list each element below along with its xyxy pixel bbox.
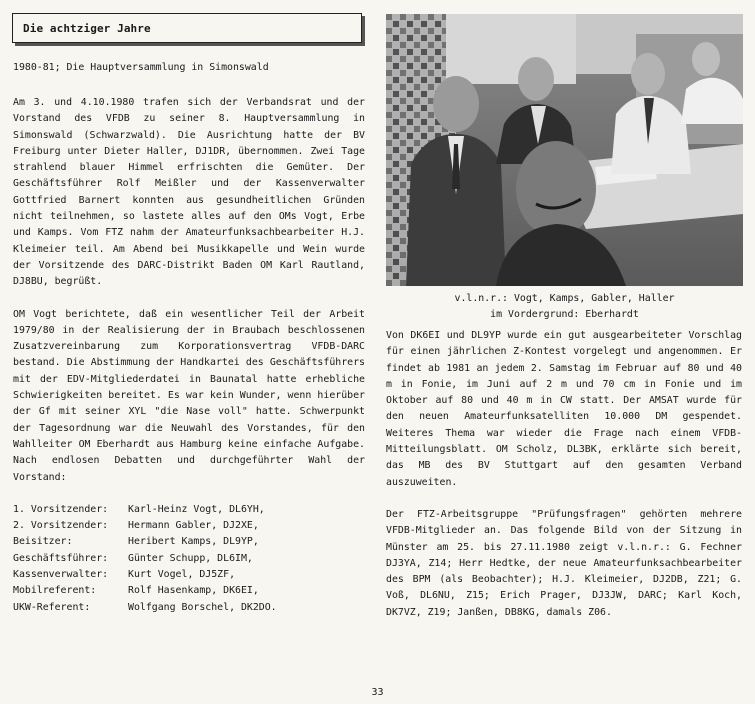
- officer-row: [13, 518, 365, 534]
- right-paragraph-1: Von DK6EI und DL9YP wurde ein gut ausgearbeiteter Vorschlag für einen jährlichen Z-Kontest vorgelegt und angenommen. Er findet ab 1981 an jedem 2. Samstag im Februar auf 80 und 40 m in Fonie, im Juni auf 2 m und 70 cm in Fonie und im Oktober auf 80 und 40 m in CW statt. Der AMSAT wurde für den neuen Amateurfunksatelliten 10.000 DM gespendet. Weiteres Thema war wieder die Frage nach einem VFDB-Mitteilungsblatt. OM Scholz, DL3BK, erklärte sich bereit, das MB des BV Stuttgart auf den gesamten Verband auszuweiten.: [386, 330, 742, 488]
- officer-name: Wolfgang Borschel, DK2DO.: [128, 601, 277, 613]
- photo-caption-line-2: im Vordergrund: Eberhardt: [490, 309, 639, 320]
- officer-row: [13, 567, 365, 583]
- officer-name: Rolf Hasenkamp, DK6EI,: [128, 585, 259, 597]
- officer-row: [13, 534, 365, 550]
- right-paragraph-2: Der FTZ-Arbeitsgruppe "Prüfungsfragen" gehörten mehrere VFDB-Mitglieder an. Das folgende Bild von der Sitzung in Münster am 25. bis 27.11.1980 zeigt v.l.n.r.: G. Fechner DJ3YA, Z14; Herr Hedtke, der neue Amateurfunksachbearbeiter des BPM (als Beobachter); H.J. Kleimeier, DJ2DB, Z21; G. Voß, DL6NU, Z15; Erich Prager, DJ3JW, DARC; Karl Koch, DK7VZ, Z19; Janßen, DB8KG, damals Z06.: [386, 508, 742, 618]
- left-paragraph-2: OM Vogt berichtete, daß ein wesentlicher Teil der Arbeit 1979/80 in der Realisierung der in Braubach beschlossenen Zusatzvereinbarung zum Korporationsvertrag VFDB-DARC bestand. Die Abstimmung der Handkartei des Geschäftsführers mit der EDV-Mitgliederdatei in Baunatal hatte erhebliche Schwierigkeiten bereitet. Es war kein Wunder, wenn hierüber der Gf mit seiner XYL "die Nase voll" hatte. Schwerpunkt der Tagesordnung war die Neuwahl des Vorstandes, für den Wahlleiter OM Eberhardt aus Hamburg keine einfache Aufgabe. Nach endlosen Debatten und durchgeführter Wahl der Vorstand:: [13, 308, 365, 483]
- left-paragraph-1: Am 3. und 4.10.1980 trafen sich der Verbandsrat und der Vorstand des VFDB zu seiner 8. Hauptversammlung in Simonswald (Schwarzwald). Die Ausrichtung hatte der BV Freiburg unter Dieter Haller, DJ1DR, übernommen. Zwei Tage strahlend blauer Himmel erfrischten die Gemüter. Der Geschäftsführer Rolf Meißler und der Kassenverwalter Gottfried Barnert konnten aus gesundheitlichen Gründen nicht teilnehmen, so lastete alles auf den OMs Vogt, Erbe und Kamps. Vom FTZ nahm der Amateurfunksachbearbeiter H.J. Kleimeier teil. Am Abend bei Musikkapelle und Wein wurde der Vorsitzende des DARC-Distrikt Baden OM Karl Rautland, DJ8BU, begrüßt.: [13, 97, 365, 288]
- officer-name: Hermann Gabler, DJ2XE,: [128, 520, 259, 532]
- officer-name: Kurt Vogel, DJ5ZF,: [128, 569, 236, 581]
- officer-list: [13, 502, 365, 616]
- officer-role: 1. Vorsitzender:: [13, 503, 109, 515]
- officer-role: Kassenverwalter:: [13, 569, 109, 581]
- officer-row: [13, 600, 365, 616]
- meeting-photo-illustration: [386, 14, 743, 286]
- article-heading: 1980-81; Die Hauptversammlung in Simonswald: [13, 62, 269, 73]
- meeting-photo: [386, 14, 743, 286]
- officer-role: Beisitzer:: [13, 536, 73, 548]
- right-column: [386, 328, 742, 637]
- officer-role: 2. Vorsitzender:: [13, 520, 109, 532]
- officer-name: Günter Schupp, DL6IM,: [128, 552, 253, 564]
- photo-caption: [386, 291, 743, 323]
- section-title: Die achtziger Jahre: [23, 22, 151, 35]
- officer-role: Mobilreferent:: [13, 585, 97, 597]
- officer-role: UKW-Referent:: [13, 601, 91, 613]
- officer-role: Geschäftsführer:: [13, 552, 109, 564]
- officer-row: [13, 551, 365, 567]
- left-column: [13, 60, 365, 616]
- officer-row: [13, 502, 365, 518]
- officer-row: [13, 583, 365, 599]
- officer-name: Karl-Heinz Vogt, DL6YH,: [128, 503, 265, 515]
- section-header-box: [12, 13, 362, 43]
- photo-caption-line-1: v.l.n.r.: Vogt, Kamps, Gabler, Haller: [454, 293, 675, 304]
- page-number: 33: [371, 687, 384, 698]
- officer-name: Heribert Kamps, DL9YP,: [128, 536, 259, 548]
